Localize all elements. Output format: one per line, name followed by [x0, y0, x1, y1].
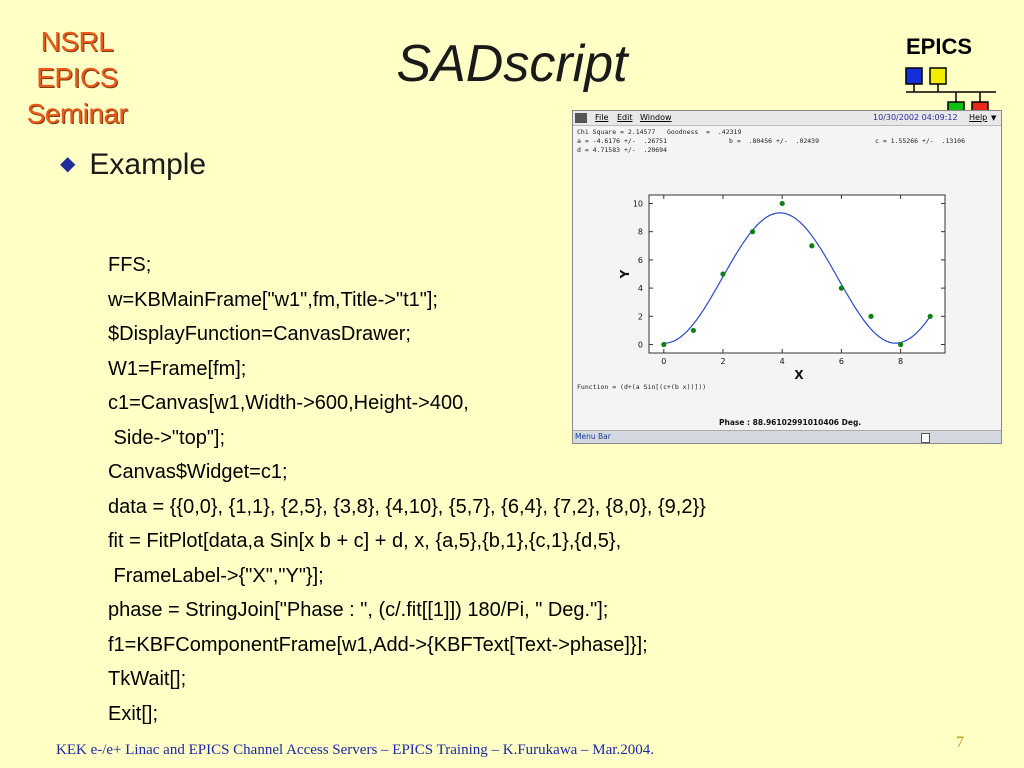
code-line: FFS;: [108, 254, 152, 276]
data-point: [661, 342, 666, 347]
y-tick-label: 2: [637, 312, 643, 322]
param-c: c = 1.55266 +/- .13106: [875, 137, 966, 145]
bullet-text: Example: [89, 148, 207, 181]
window-menu-icon[interactable]: [575, 113, 587, 123]
data-point: [868, 314, 873, 319]
y-tick-label: 4: [637, 284, 643, 294]
logo-line-1: NSRL: [40, 26, 114, 57]
data-point: [809, 243, 814, 248]
epics-network-icon: [898, 32, 998, 112]
status-bar: [573, 430, 1001, 443]
epics-logo: [898, 32, 998, 112]
code-line: Exit[];: [108, 702, 159, 725]
data-point: [750, 229, 755, 234]
y-tick-label: 0: [637, 340, 643, 350]
y-tick-label: 6: [637, 255, 643, 265]
document-icon[interactable]: [921, 433, 930, 443]
x-tick-label: 6: [838, 357, 844, 366]
param-d: d = 4.71583 +/- .20694: [577, 146, 668, 154]
data-point: [720, 271, 725, 276]
code-line: $DisplayFunction=CanvasDrawer;: [108, 323, 411, 345]
x-axis-label: X: [794, 368, 804, 382]
x-tick-label: 2: [720, 357, 726, 366]
code-line: W1=Frame[fm];: [108, 357, 247, 380]
chevron-down-icon[interactable]: ▼: [991, 114, 997, 122]
phase-text: Phase : 88.96102991010406 Deg.: [719, 418, 862, 427]
code-line: f1=KBFComponentFrame[w1,Add->{KBFText[Text->phase]}];: [108, 633, 648, 656]
y-tick-label: 8: [637, 227, 643, 237]
function-text: Function = (d+(a Sin[(c+(b x))])): [577, 383, 707, 391]
param-b: b = .80456 +/- .02439: [729, 137, 820, 145]
menu-window[interactable]: Window: [640, 113, 672, 122]
epics-logo-label: EPICS: [906, 34, 973, 59]
menu-file[interactable]: File: [595, 113, 609, 122]
window-timestamp: 10/30/2002 04:09:12: [873, 113, 958, 122]
diamond-bullet-icon: ◆: [60, 153, 76, 175]
fit-plot: [573, 179, 1001, 391]
chi-square-line: Chi Square = 2.14577 Goodness = .42319: [577, 128, 742, 136]
y-axis-label: Y: [618, 269, 632, 279]
data-point: [691, 328, 696, 333]
code-line: w=KBMainFrame["w1",fm,Title->"t1"];: [108, 288, 438, 311]
code-line: Side->"top"];: [108, 426, 226, 449]
page-number: 7: [956, 734, 964, 751]
code-line: TkWait[];: [108, 668, 187, 690]
bullet-example: [60, 148, 206, 182]
fitplot-window: [572, 110, 1002, 444]
window-menubar: [573, 111, 1001, 126]
data-point: [839, 286, 844, 291]
code-line: c1=Canvas[w1,Width->600,Height->400,: [108, 392, 469, 414]
data-point: [898, 342, 903, 347]
menu-help[interactable]: Help: [969, 113, 988, 122]
data-point: [780, 201, 785, 206]
code-line: data = {{0,0}, {1,1}, {2,5}, {3,8}, {4,10}, {5,7}, {6,4}, {7,2}, {8,0}, {9,2}}: [108, 495, 706, 518]
y-tick-label: 10: [632, 199, 643, 209]
logo-line-3: Seminar: [26, 98, 128, 129]
status-text: Menu Bar: [575, 432, 611, 441]
x-tick-label: 8: [898, 357, 904, 366]
x-tick-label: 0: [661, 357, 667, 366]
menu-edit[interactable]: Edit: [617, 113, 633, 122]
data-point: [928, 314, 933, 319]
code-line: phase = StringJoin["Phase : ", (c/.fit[[1]]) 180/Pi, " Deg."];: [108, 599, 609, 621]
param-a: a = -4.6176 +/- .26751: [577, 137, 668, 145]
code-line: Canvas$Widget=c1;: [108, 461, 288, 483]
code-line: FrameLabel->{"X","Y"}];: [108, 564, 324, 587]
logo-line-2: EPICS: [36, 62, 118, 93]
slide-title: SADscript: [396, 35, 628, 93]
x-tick-label: 4: [779, 357, 785, 366]
code-line: fit = FitPlot[data,a Sin[x b + c] + d, x, {a,5},{b,1},{c,1},{d,5},: [108, 530, 622, 552]
slide-footer: KEK e-/e+ Linac and EPICS Channel Access Servers – EPICS Training – K.Furukawa – Mar.2004.: [56, 742, 654, 758]
